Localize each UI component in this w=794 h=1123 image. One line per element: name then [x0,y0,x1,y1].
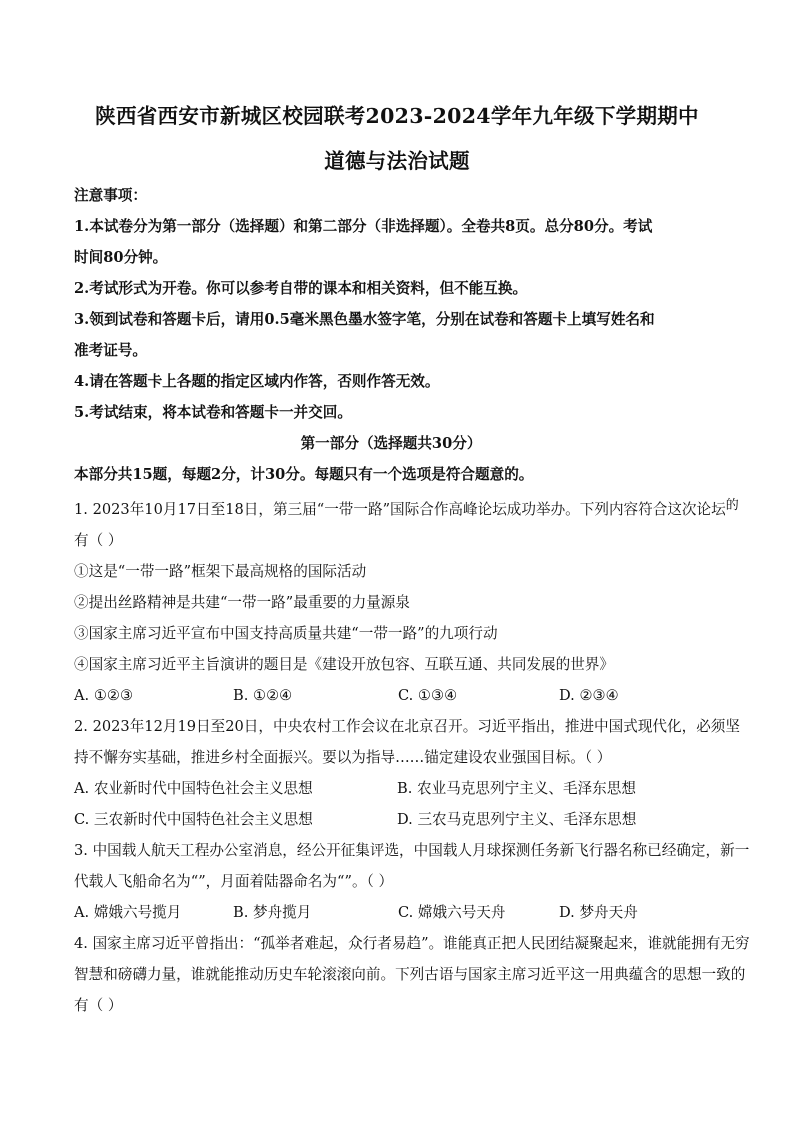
document-title-line2: 道德与法治试题 [324,149,470,173]
stem-text: 1. 2023年10月17日至18日，第三届“一带一路”国际合作高峰论坛成功举办。下列内容符合这次论坛 [74,501,726,518]
question-stem: 有（ ） [74,997,123,1014]
question-2 [74,711,740,835]
stem-superscript: 的 [725,498,739,513]
statement-item: ①这是“一带一路”框架下最高规格的国际活动 [74,563,367,580]
option-c: C. 三农新时代中国特色社会主义思想 [74,811,313,828]
option-c: C. ①③④ [398,687,458,704]
statement-item: ③国家主席习近平宣布中国支持高质量共建“一带一路”的九项行动 [74,625,498,642]
question-3 [74,835,750,928]
option-b: B. 农业马克思列宁主义、毛泽东思想 [397,780,636,797]
question-stem: 有（ ） [74,532,123,549]
option-a: A. 嫦娥六号揽月 [74,904,182,921]
note-line: 2.考试形式为开卷。你可以参考自带的课本和相关资料，但不能互换。 [74,280,528,297]
question-stem: 代载人飞船命名为“”，月面着陆器命名为“”。（ ） [74,873,394,890]
note-line: 准考证号。 [74,342,147,359]
option-d: D. ②③④ [559,687,619,704]
question-stem: 持不懈夯实基础，推进乡村全面振兴。要以为指导……锚定建设农业强国目标。（ ） [74,749,612,766]
note-line: 3.领到试卷和答题卡后，请用0.5毫米黑色墨水签字笔，分别在试卷和答题卡上填写姓名和 [74,311,655,328]
statement-item: ②提出丝路精神是共建“一带一路”最重要的力量源泉 [74,594,410,611]
question-stem: 智慧和磅礴力量，谁就能推动历史车轮滚滚向前。下列古语与国家主席习近平这一用典蕴含的思想一致的 [74,966,746,983]
part-heading: 第一部分（选择题共30分） [300,435,482,452]
question-stem [74,490,739,525]
answer-options [74,897,708,928]
note-line: 1.本试卷分为第一部分（选择题）和第二部分（非选择题）。全卷共8页。总分80分。考试 [74,218,653,235]
question-stem: 3. 中国载人航天工程办公室消息，经公开征集评选，中国载人月球探测任务新飞行器名称已经确定，新一 [74,842,750,859]
option-d: D. 梦舟天舟 [559,904,638,921]
option-d: D. 三农马克思列宁主义、毛泽东思想 [397,811,637,828]
option-a: A. ①②③ [74,687,134,704]
document-body [74,180,750,1021]
question-stem: 2. 2023年12月19日至20日，中央农村工作会议在北京召开。习近平指出，推进中国式现代化，必须坚 [74,718,740,735]
option-c: C. 嫦娥六号天舟 [398,904,506,921]
part-instruction: 本部分共15题，每题2分，计30分。每题只有一个选项是符合题意的。 [74,466,534,483]
question-1 [74,490,739,711]
option-b: B. 梦舟揽月 [233,904,312,921]
option-a: A. 农业新时代中国特色社会主义思想 [74,780,313,797]
question-4 [74,928,750,1021]
question-stem: 4. 国家主席习近平曾指出：“孤举者难起，众行者易趋”。谁能真正把人民团结凝聚起来，谁就能拥有无穷 [74,935,750,952]
notes-heading: 注意事项： [74,187,147,204]
note-line: 时间80分钟。 [74,249,168,266]
note-line: 4.请在答题卡上各题的指定区域内作答，否则作答无效。 [74,373,440,390]
answer-options [74,773,708,804]
answer-options [74,680,708,711]
note-line: 5.考试结束，将本试卷和答题卡一并交回。 [74,404,352,421]
answer-options [74,804,708,835]
option-b: B. ①②④ [233,687,293,704]
document-title-line1: 陕西省西安市新城区校园联考2023-2024学年九年级下学期期中 [95,104,699,128]
statement-item: ④国家主席习近平主旨演讲的题目是《建设开放包容、互联互通、共同发展的世界》 [74,656,614,673]
